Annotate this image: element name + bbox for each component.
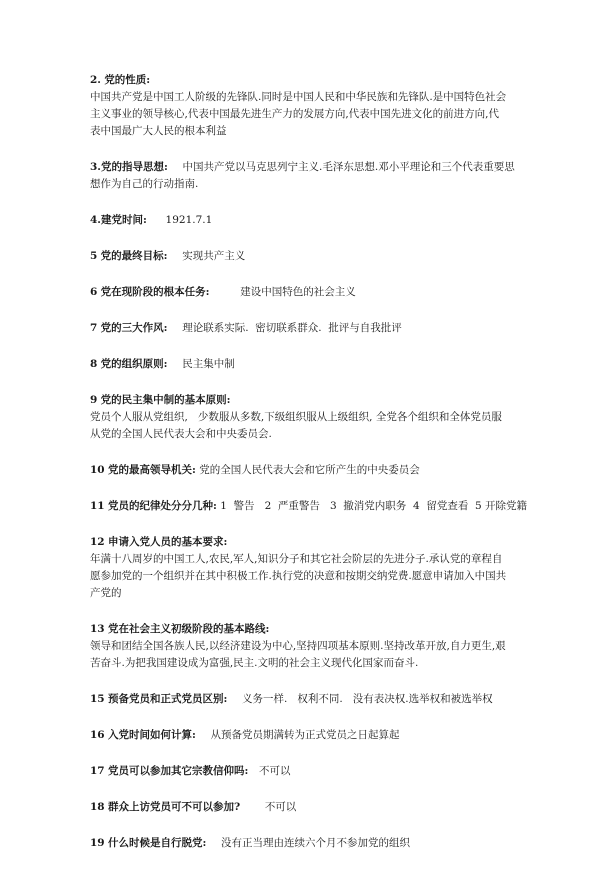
item-question: 预备党员和正式党员区别: bbox=[107, 693, 228, 705]
item-number: 7 bbox=[90, 322, 98, 334]
item-2 bbox=[90, 72, 520, 140]
item-text-line: 苦奋斗.为把我国建设成为富强,民主.文明的社会主义现代化国家而奋斗. bbox=[90, 657, 419, 669]
item-number: 5 bbox=[90, 250, 98, 262]
item-text-line: 想作为自己的行动指南. bbox=[90, 178, 199, 190]
item-question: 党员的纪律处分分几种: bbox=[107, 500, 217, 512]
item-11 bbox=[90, 498, 528, 515]
item-number: 13 bbox=[90, 623, 105, 635]
item-question: 党的民主集中制的基本原则: bbox=[100, 394, 231, 406]
item-number: 4. bbox=[90, 214, 101, 226]
item-17 bbox=[90, 763, 520, 780]
item-text-line: 年满十八周岁的中国工人,农民,军人,知识分子和其它社会阶层的先进分子.承认党的章程自 bbox=[90, 553, 503, 565]
item-number: 18 bbox=[90, 801, 105, 813]
item-number: 8 bbox=[90, 358, 98, 370]
item-4 bbox=[90, 212, 520, 229]
item-19 bbox=[90, 835, 520, 852]
item-question: 党的指导思想: bbox=[100, 161, 168, 173]
item-12 bbox=[90, 534, 520, 602]
item-number: 6 bbox=[90, 286, 98, 298]
item-question: 党的最高领导机关: bbox=[107, 464, 196, 476]
item-question: 党员可以参加其它宗教信仰吗: bbox=[107, 765, 249, 777]
item-number: 2. bbox=[90, 74, 101, 86]
item-answer: 义务一样. 权利不同. 没有表决权.选举权和被选举权 bbox=[242, 693, 493, 705]
item-answer: 建设中国特色的社会主义 bbox=[240, 286, 356, 298]
item-text-line: 中国共产党是中国工人阶级的先锋队.同时是中国人民和中华民族和先锋队.是中国特色社会 bbox=[90, 91, 507, 103]
item-heading bbox=[90, 159, 520, 176]
item-question: 党在社会主义初级阶段的基本路线: bbox=[107, 623, 270, 635]
item-question: 党的组织原则: bbox=[100, 358, 168, 370]
item-6 bbox=[90, 284, 520, 301]
item-question: 党的性质: bbox=[104, 74, 151, 86]
item-question: 党的三大作风: bbox=[100, 322, 168, 334]
item-13 bbox=[90, 621, 520, 672]
item-answer: 没有正当理由连续六个月不参加党的组织 bbox=[221, 837, 411, 849]
item-question: 群众上访党员可不可以参加? bbox=[107, 801, 241, 813]
item-answer: 不可以 bbox=[264, 801, 297, 813]
item-number: 10 bbox=[90, 464, 105, 476]
item-question: 什么时候是自行脱党: bbox=[107, 837, 207, 849]
item-number: 19 bbox=[90, 837, 105, 849]
item-answer: 民主集中制 bbox=[182, 358, 235, 370]
item-text-line: 从党的全国人民代表大会和中央委员会. bbox=[90, 428, 272, 440]
item-question: 党在现阶段的根本任务: bbox=[100, 286, 210, 298]
item-8 bbox=[90, 356, 520, 373]
item-10 bbox=[90, 462, 520, 479]
item-answer: 理论联系实际. 密切联系群众. 批评与自我批评 bbox=[182, 322, 402, 334]
item-answer: 1921.7.1 bbox=[165, 214, 213, 226]
item-number: 3. bbox=[90, 161, 101, 173]
item-heading bbox=[90, 72, 520, 89]
item-5 bbox=[90, 248, 520, 265]
item-number: 17 bbox=[90, 765, 105, 777]
item-number: 12 bbox=[90, 536, 105, 548]
item-answer: 1 警告 2 严重警告 3 撤消党内职务 4 留党查看 5 开除党籍 bbox=[220, 500, 528, 512]
item-question: 党的最终目标: bbox=[100, 250, 168, 262]
item-answer: 从预备党员期满转为正式党员之日起算起 bbox=[210, 729, 400, 741]
item-number: 9 bbox=[90, 394, 98, 406]
item-number: 15 bbox=[90, 693, 105, 705]
item-number: 16 bbox=[90, 729, 105, 741]
item-question: 建党时间: bbox=[100, 214, 147, 226]
item-text-line: 表中国最广大人民的根本利益 bbox=[90, 125, 227, 137]
item-16 bbox=[90, 727, 520, 744]
item-answer: 实现共产主义 bbox=[182, 250, 246, 262]
item-text-line: 主义事业的领导核心,代表中国最先进生产力的发展方向,代表中国先进文化的前进方向,代 bbox=[90, 108, 500, 120]
item-answer: 中国共产党以马克思列宁主义.毛泽东思想.邓小平理论和三个代表重要思 bbox=[182, 161, 515, 173]
item-7 bbox=[90, 320, 520, 337]
item-text-line: 产党的 bbox=[90, 587, 122, 599]
item-answer: 党的全国人民代表大会和它所产生的中央委员会 bbox=[199, 464, 420, 476]
item-answer: 不可以 bbox=[259, 765, 291, 777]
item-18 bbox=[90, 799, 520, 816]
item-text-line: 愿参加党的一个组织并在其中积极工作.执行党的决意和按期交纳党费.愿意申请加入中国共 bbox=[90, 570, 507, 582]
item-text-line: 领导和团结全国各族人民,以经济建设为中心,坚持四项基本原则.坚持改革开放,自力更生,艰 bbox=[90, 640, 506, 652]
item-question: 入党时间如何计算: bbox=[107, 729, 196, 741]
item-question: 申请入党人员的基本要求: bbox=[107, 536, 228, 548]
item-15 bbox=[90, 691, 520, 708]
item-number: 11 bbox=[90, 500, 105, 512]
item-3 bbox=[90, 159, 520, 193]
document-page bbox=[90, 72, 528, 871]
item-text-line: 党员个人服从党组织, 少数服从多数,下级组织服从上级组织, 全党各个组织和全体党员服 bbox=[90, 411, 502, 423]
item-9 bbox=[90, 392, 520, 443]
